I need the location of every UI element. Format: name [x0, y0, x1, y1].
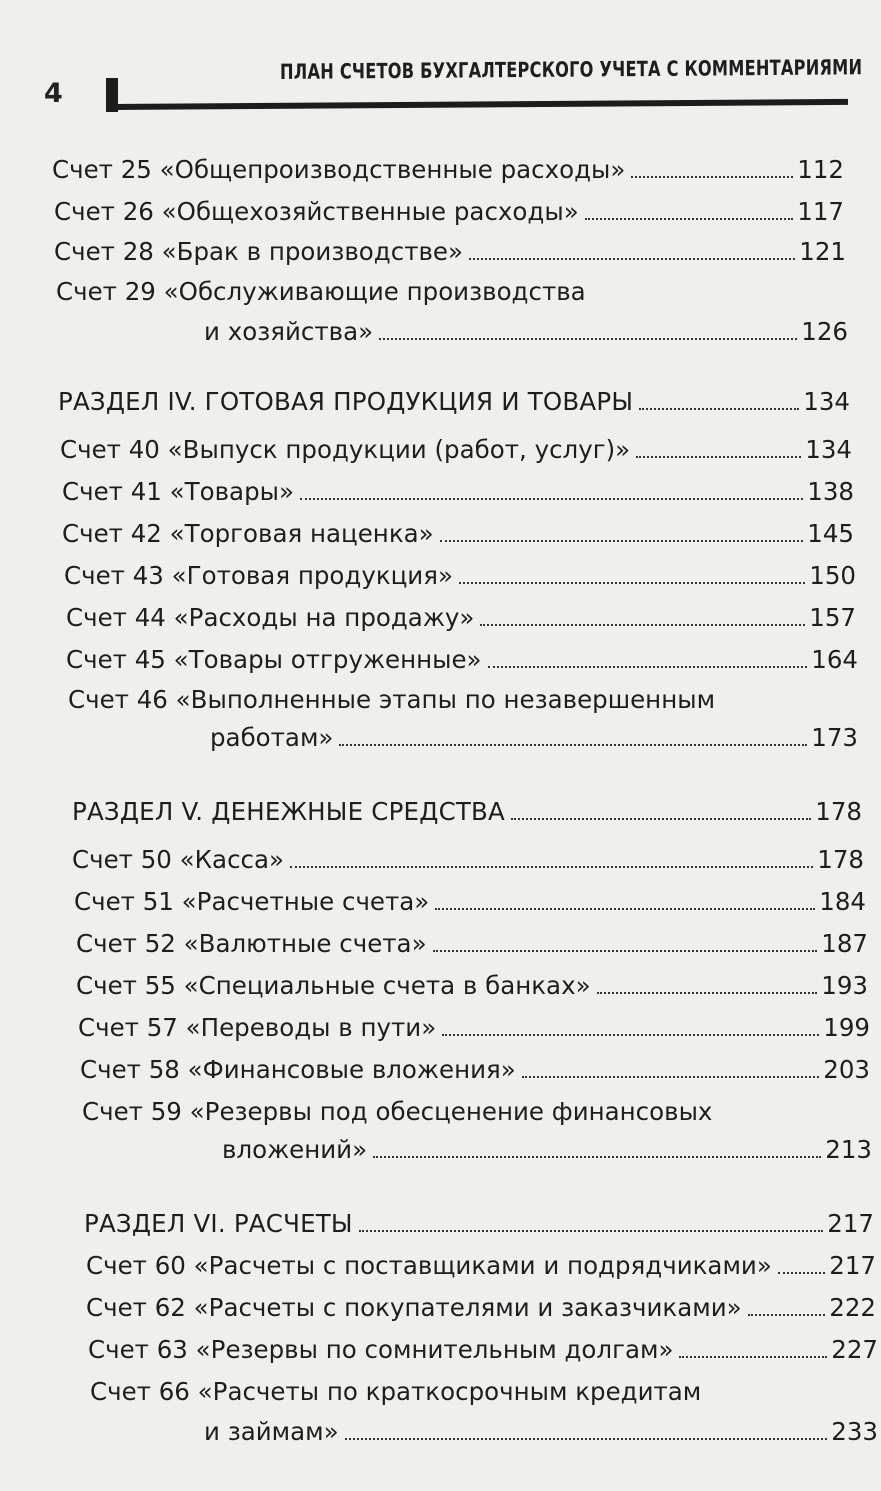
toc-page-number: 126 [801, 317, 848, 346]
toc-entry-label: Счет 44 «Расходы на продажу» [66, 603, 475, 632]
toc-entry-label: Счет 62 «Расчеты с покупателями и заказчиками» [86, 1293, 742, 1322]
dot-leader [522, 1076, 819, 1078]
dot-leader [435, 908, 815, 910]
toc-entry-52[interactable] [76, 929, 868, 958]
toc-entry-label: Счет 26 «Общехозяйственные расходы» [54, 197, 579, 226]
dot-leader [748, 1314, 826, 1316]
dot-leader [373, 1156, 821, 1158]
toc-page-number: 217 [827, 1209, 874, 1238]
toc-entry-46-line1: Счет 46 «Выполненные этапы по незавершенным [68, 685, 716, 714]
dot-leader [290, 866, 813, 868]
dot-leader [679, 1356, 827, 1358]
dot-leader [459, 582, 805, 584]
toc-page-number: 173 [811, 723, 858, 752]
dot-leader [597, 992, 818, 994]
toc-entry-46[interactable] [210, 723, 858, 752]
toc-entry-label: Счет 28 «Брак в производстве» [54, 237, 463, 266]
toc-entry-57[interactable] [78, 1013, 870, 1042]
toc-entry-59[interactable] [222, 1135, 872, 1164]
toc-page-number: 184 [819, 887, 866, 916]
toc-entry-44[interactable] [66, 603, 856, 632]
toc-entry-label: Счет 57 «Переводы в пути» [78, 1013, 437, 1042]
dot-leader [480, 624, 805, 626]
toc-entry-label: Счет 42 «Торговая наценка» [62, 519, 434, 548]
dot-leader [300, 498, 803, 500]
toc-page-number: 178 [817, 845, 864, 874]
toc-page-number: 112 [797, 155, 844, 184]
toc-entry-label: Счет 63 «Резервы по сомнительным долгам» [88, 1335, 674, 1364]
toc-entry-50[interactable] [72, 845, 864, 874]
toc-entry-label: и займам» [204, 1417, 339, 1446]
toc-section-label: РАЗДЕЛ IV. ГОТОВАЯ ПРОДУКЦИЯ И ТОВАРЫ [58, 387, 634, 416]
dot-leader [511, 818, 811, 820]
dot-leader [339, 744, 807, 746]
toc-entry-63[interactable] [88, 1335, 878, 1364]
dot-leader [379, 338, 797, 340]
dot-leader [442, 1034, 819, 1036]
toc-entry-59-line1: Счет 59 «Резервы под обесценение финансовых [82, 1097, 713, 1126]
toc-page-number: 203 [823, 1055, 870, 1084]
dot-leader [636, 456, 801, 458]
toc-entry-label: работам» [210, 723, 334, 752]
dot-leader [778, 1272, 825, 1274]
toc-entry-label: и хозяйства» [204, 317, 374, 346]
toc-page-number: 117 [797, 197, 844, 226]
dot-leader [631, 176, 793, 178]
toc-entry-28[interactable] [54, 237, 846, 266]
toc-page-number: 227 [831, 1335, 878, 1364]
toc-page-number: 138 [807, 477, 854, 506]
toc-entry-29[interactable] [204, 317, 848, 346]
toc-entry-55[interactable] [76, 971, 868, 1000]
toc-entry-51[interactable] [74, 887, 866, 916]
toc-page-number: 134 [803, 387, 850, 416]
toc-entry-29-line1: Счет 29 «Обслуживающие производства [56, 277, 586, 306]
toc-section-vi[interactable] [84, 1209, 874, 1238]
dot-leader [639, 408, 799, 410]
toc-entry-label: Счет 43 «Готовая продукция» [64, 561, 453, 590]
toc-section-label: РАЗДЕЛ VI. РАСЧЕТЫ [84, 1209, 353, 1238]
toc-entry-45[interactable] [66, 645, 858, 674]
toc-page-number: 121 [799, 237, 846, 266]
toc-page-number: 193 [821, 971, 868, 1000]
toc-entry-label: вложений» [222, 1135, 368, 1164]
toc-page-number: 213 [825, 1135, 872, 1164]
toc-entry-label: Счет 41 «Товары» [62, 477, 294, 506]
toc-page-number: 199 [823, 1013, 870, 1042]
toc-entry-58[interactable] [80, 1055, 870, 1084]
toc-page-number: 233 [831, 1417, 878, 1446]
toc-entry-40[interactable] [60, 435, 852, 464]
toc-page-number: 150 [809, 561, 856, 590]
toc-page-number: 145 [807, 519, 854, 548]
toc-entry-60[interactable] [86, 1251, 876, 1280]
dot-leader [440, 540, 804, 542]
page-number: 4 [44, 78, 63, 109]
toc-entry-62[interactable] [86, 1293, 876, 1322]
toc-page-number: 164 [811, 645, 858, 674]
toc-entry-label: Счет 60 «Расчеты с поставщиками и подрядчиками» [86, 1251, 772, 1280]
toc-entry-26[interactable] [54, 197, 844, 226]
toc-entry-label: Счет 55 «Специальные счета в банках» [76, 971, 591, 1000]
dot-leader [488, 666, 808, 668]
toc-entry-label: Счет 40 «Выпуск продукции (работ, услуг)» [60, 435, 631, 464]
toc-page-number: 217 [829, 1251, 876, 1280]
dot-leader [345, 1438, 828, 1440]
toc-section-v[interactable] [72, 797, 862, 826]
toc-entry-label: Счет 52 «Валютные счета» [76, 929, 427, 958]
toc-entry-label: Счет 50 «Касса» [72, 845, 285, 874]
toc-entry-label: Счет 58 «Финансовые вложения» [80, 1055, 516, 1084]
toc-section-iv[interactable] [58, 387, 850, 416]
toc-page-number: 222 [829, 1293, 876, 1322]
toc-entry-42[interactable] [62, 519, 854, 548]
toc-entry-label: Счет 25 «Общепроизводственные расходы» [52, 155, 626, 184]
dot-leader [469, 258, 795, 260]
toc-page-number: 157 [809, 603, 856, 632]
toc-page-number: 134 [805, 435, 852, 464]
toc-entry-66[interactable] [204, 1417, 878, 1446]
toc-page-number: 187 [821, 929, 868, 958]
toc-page-number: 178 [815, 797, 862, 826]
toc-entry-43[interactable] [64, 561, 856, 590]
toc-entry-66-line1: Счет 66 «Расчеты по краткосрочным кредитам [90, 1377, 702, 1406]
toc-section-label: РАЗДЕЛ V. ДЕНЕЖНЫЕ СРЕДСТВА [72, 797, 506, 826]
toc-entry-25[interactable] [52, 155, 844, 184]
toc-entry-label: Счет 45 «Товары отгруженные» [66, 645, 482, 674]
dot-leader [433, 950, 818, 952]
dot-leader [585, 218, 794, 220]
running-head-title: ПЛАН СЧЕТОВ БУХГАЛТЕРСКОГО УЧЕТА С КОММЕНТАРИЯМИ [279, 55, 863, 84]
dot-leader [359, 1230, 824, 1232]
toc-entry-41[interactable] [62, 477, 854, 506]
toc-entry-label: Счет 51 «Расчетные счета» [74, 887, 430, 916]
